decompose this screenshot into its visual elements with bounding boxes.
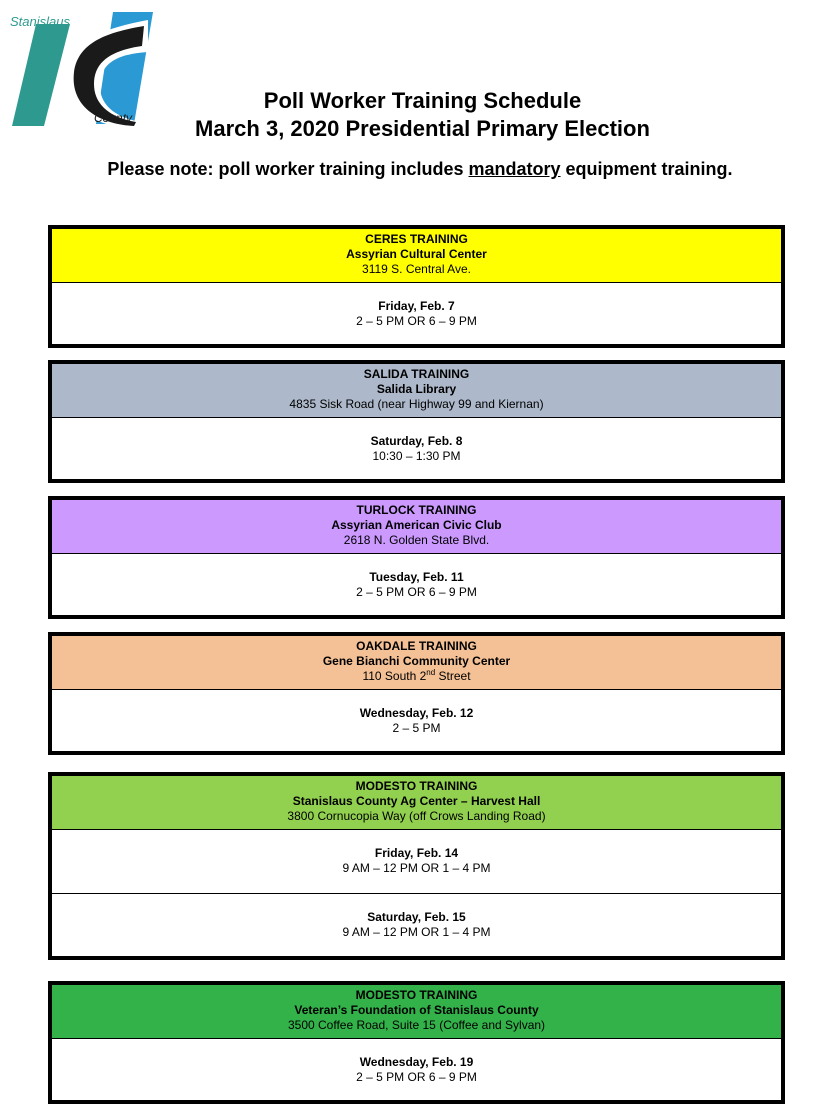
session-time: 9 AM – 12 PM OR 1 – 4 PM	[342, 925, 491, 939]
session-slot	[52, 893, 781, 956]
training-name: CERES TRAINING	[365, 232, 468, 246]
svg-text:Stanislaus: Stanislaus	[10, 14, 70, 29]
training-name: SALIDA TRAINING	[363, 367, 470, 381]
training-note	[60, 157, 780, 181]
session-day: Wednesday, Feb. 19	[359, 1055, 474, 1069]
session-slot	[52, 830, 781, 893]
training-address: 3800 Cornucopia Way (off Crows Landing Road)	[287, 809, 546, 823]
training-address: 2618 N. Golden State Blvd.	[343, 533, 490, 547]
note-prefix: Please note: poll worker training includes	[107, 159, 469, 179]
training-box-modesto-veterans-foundation	[48, 981, 785, 1104]
session-slot	[52, 418, 781, 479]
note-emphasis: mandatory	[468, 159, 561, 179]
training-box-oakdale	[48, 632, 785, 755]
training-venue: Gene Bianchi Community Center	[322, 654, 511, 668]
training-header	[52, 364, 781, 418]
session-slot	[52, 1039, 781, 1100]
session-slot	[52, 283, 781, 344]
session-time: 2 – 5 PM OR 6 – 9 PM	[356, 585, 477, 599]
session-time: 2 – 5 PM OR 6 – 9 PM	[356, 314, 477, 328]
session-day: Tuesday, Feb. 11	[369, 570, 464, 584]
training-address: 3119 S. Central Ave.	[362, 262, 471, 276]
training-header	[52, 636, 781, 690]
svg-text:County: County	[94, 111, 133, 125]
training-header	[52, 776, 781, 830]
training-box-modesto-ag-center	[48, 772, 785, 960]
training-venue: Assyrian American Civic Club	[331, 518, 502, 532]
title-line-1: Poll Worker Training Schedule	[263, 88, 582, 113]
session-time: 2 – 5 PM	[392, 721, 441, 735]
training-venue: Stanislaus County Ag Center – Harvest Hall	[292, 794, 541, 808]
session-day: Friday, Feb. 14	[374, 846, 459, 860]
session-day: Friday, Feb. 7	[378, 299, 455, 313]
session-slot	[52, 690, 781, 751]
session-day: Saturday, Feb. 15	[367, 910, 466, 924]
session-day: Saturday, Feb. 8	[370, 434, 463, 448]
training-address: 4835 Sisk Road (near Highway 99 and Kiernan)	[289, 397, 544, 411]
training-header	[52, 500, 781, 554]
session-slot	[52, 554, 781, 615]
training-address: 3500 Coffee Road, Suite 15 (Coffee and Sylvan)	[287, 1018, 546, 1032]
training-name: TURLOCK TRAINING	[356, 503, 477, 517]
training-box-salida	[48, 360, 785, 483]
training-venue: Salida Library	[376, 382, 457, 396]
training-name: MODESTO TRAINING	[355, 779, 478, 793]
training-name: OAKDALE TRAINING	[356, 639, 477, 653]
session-time: 10:30 – 1:30 PM	[372, 449, 461, 463]
training-header	[52, 229, 781, 283]
title-line-2: March 3, 2020 Presidential Primary Election	[195, 116, 650, 141]
note-suffix: equipment training.	[560, 159, 733, 179]
session-day: Wednesday, Feb. 12	[359, 706, 474, 720]
session-time: 9 AM – 12 PM OR 1 – 4 PM	[342, 861, 491, 875]
training-address: 110 South 2nd Street	[362, 668, 471, 683]
training-box-turlock	[48, 496, 785, 619]
session-time: 2 – 5 PM OR 6 – 9 PM	[356, 1070, 477, 1084]
training-box-ceres	[48, 225, 785, 348]
training-venue: Assyrian Cultural Center	[346, 247, 487, 261]
training-header	[52, 985, 781, 1039]
training-name: MODESTO TRAINING	[355, 988, 478, 1002]
training-venue: Veteran’s Foundation of Stanislaus County	[294, 1003, 539, 1017]
